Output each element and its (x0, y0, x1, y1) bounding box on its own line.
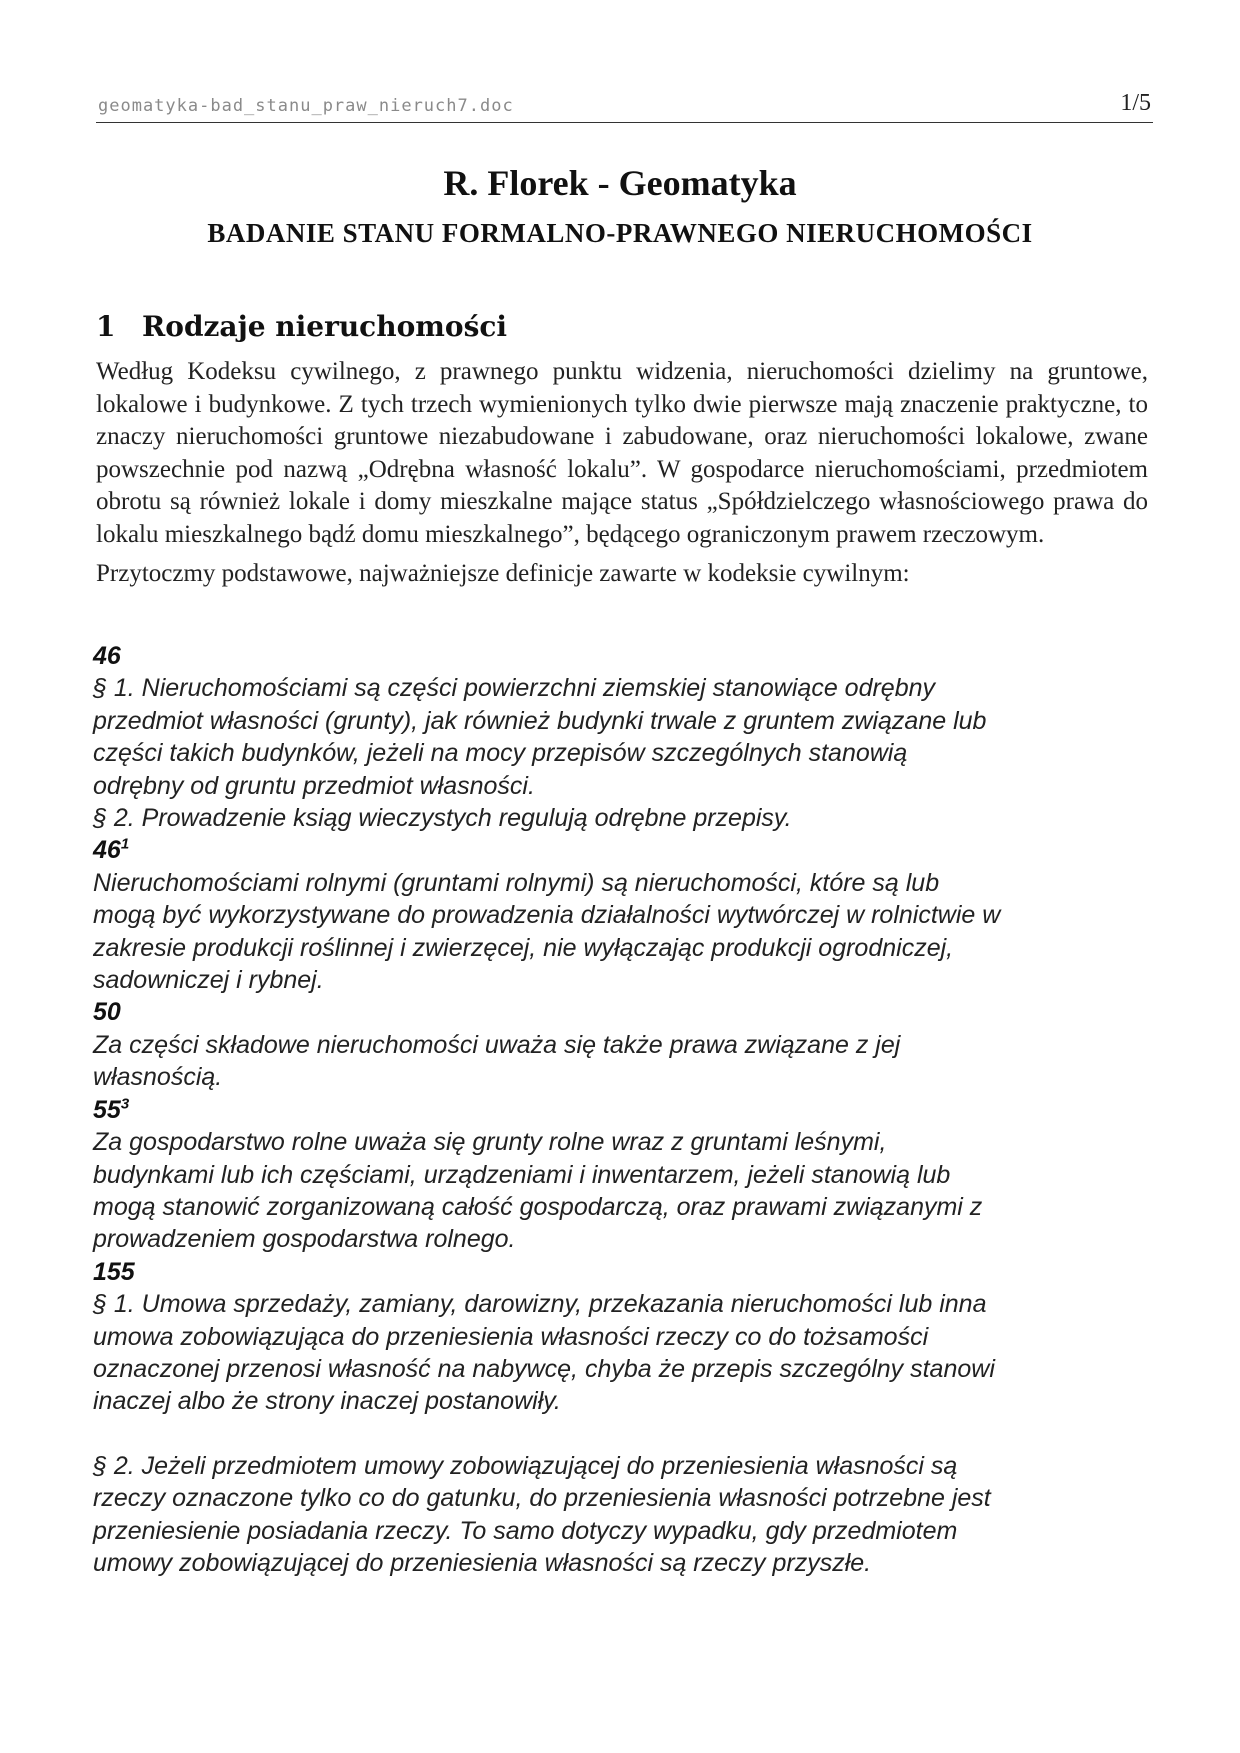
article-line: zakresie produkcji roślinnej i zwierzęcej, nie wyłączając produkcji ogrodniczej, (93, 933, 954, 962)
page-number: 1/5 (1120, 90, 1151, 116)
article-line: odrębny od gruntu przedmiot własności. (93, 771, 535, 800)
article-line: budynkami lub ich częściami, urządzeniami i inwentarzem, jeżeli stanowią lub (93, 1160, 951, 1189)
article-number (93, 640, 1155, 672)
article-line: Za gospodarstwo rolne uważa się grunty rolne wraz z gruntami leśnymi, (93, 1128, 887, 1157)
article-number-text: 46 (93, 642, 121, 670)
civil-code-quotes (93, 640, 1155, 1579)
intro-line: Przytoczmy podstawowe, najważniejsze definicje zawarte w kodeksie cywilnym: (96, 559, 910, 587)
article-line: sadowniczej i rybnej. (93, 966, 324, 995)
article-number-text: 155 (93, 1257, 135, 1286)
article-line: Za części składowe nieruchomości uważa się także prawa związane z jej (93, 1030, 901, 1059)
article-superscript: 3 (120, 1095, 130, 1113)
paragraph: Według Kodeksu cywilnego, z prawnego punktu widzenia, nieruchomości dzielimy na gruntowe, lokalowe i budynkowe. Z tych trzech wymienionych tylko dwie pierwsze mają znaczenie praktyczne, to znaczy nieruchomości gruntowe niezabudowane i zabudowane, oraz nieruchomości lokalowe, zwane powszechnie pod nazwą „Odrębna własność lokalu”. W gospodarce nieruchomościami, przedmiotem obrotu są również lokale i domy mieszkalne mające status „Spółdzielczego własnościowego prawa do lokalu mieszkalnego bądź domu mieszkalnego”, będącego ograniczonym prawem rzeczowym. (96, 358, 1148, 548)
article-line: mogą stanowić zorganizowaną całość gospodarczą, oraz prawami związanymi z (93, 1192, 983, 1221)
article-number-text: 55 (93, 1095, 121, 1124)
section-title: Rodzaje nieruchomości (142, 310, 508, 343)
article-line: § 1. Nieruchomościami są części powierzchni ziemskiej stanowiące odrębny (93, 674, 936, 703)
document-filename: geomatyka-bad_stanu_praw_nieruch7.doc (98, 96, 514, 116)
article-line: § 2. Jeżeli przedmiotem umowy zobowiązującej do przeniesienia własności są (93, 1451, 958, 1480)
article-line: własnością. (93, 1063, 223, 1092)
page-header (96, 88, 1153, 123)
blank-line (93, 1418, 1155, 1450)
article-number (93, 996, 1155, 1028)
article-line: części takich budynków, jeżeli na mocy przepisów szczególnych stanowią (93, 739, 908, 768)
article-line: inaczej albo że strony inaczej postanowiły. (93, 1387, 561, 1416)
article-line: mogą być wykorzystywane do prowadzenia działalności wytwórczej w rolnictwie w (93, 901, 1001, 930)
section-number: 1 (96, 310, 116, 343)
article-line: umowa zobowiązująca do przeniesienia własności rzeczy co do tożsamości (93, 1322, 929, 1351)
body-text (96, 356, 1148, 590)
article-superscript: 1 (120, 836, 130, 854)
article-number (93, 834, 1155, 866)
article-number-text: 50 (93, 998, 121, 1027)
article-line: § 2. Prowadzenie ksiąg wieczystych regulują odrębne przepisy. (93, 804, 792, 833)
article-line: przeniesienie posiadania rzeczy. To samo dotyczy wypadku, gdy przedmiotem (93, 1516, 958, 1545)
document-subtitle: BADANIE STANU FORMALNO-PRAWNEGO NIERUCHOMOŚCI (207, 218, 1033, 248)
article-line: rzeczy oznaczone tylko co do gatunku, do przeniesienia własności potrzebne jest (93, 1484, 991, 1513)
article-line: § 1. Umowa sprzedaży, zamiany, darowizny, przekazania nieruchomości lub inna (93, 1290, 987, 1319)
article-number (93, 1256, 1155, 1288)
document-title: R. Florek - Geomatyka (443, 163, 797, 203)
article-number-text: 46 (93, 836, 121, 865)
section-heading (96, 310, 507, 343)
article-line: umowy zobowiązującej do przeniesienia własności są rzeczy przyszłe. (93, 1548, 872, 1577)
article-number (93, 1094, 1155, 1126)
article-line: prowadzeniem gospodarstwa rolnego. (93, 1225, 516, 1254)
article-line: oznaczonej przenosi własność na nabywcę, chyba że przepis szczególny stanowi (93, 1354, 995, 1383)
article-line: przedmiot własności (grunty), jak również budynki trwale z gruntem związane lub (93, 706, 987, 735)
article-line: Nieruchomościami rolnymi (gruntami rolnymi) są nieruchomości, które są lub (93, 868, 940, 897)
